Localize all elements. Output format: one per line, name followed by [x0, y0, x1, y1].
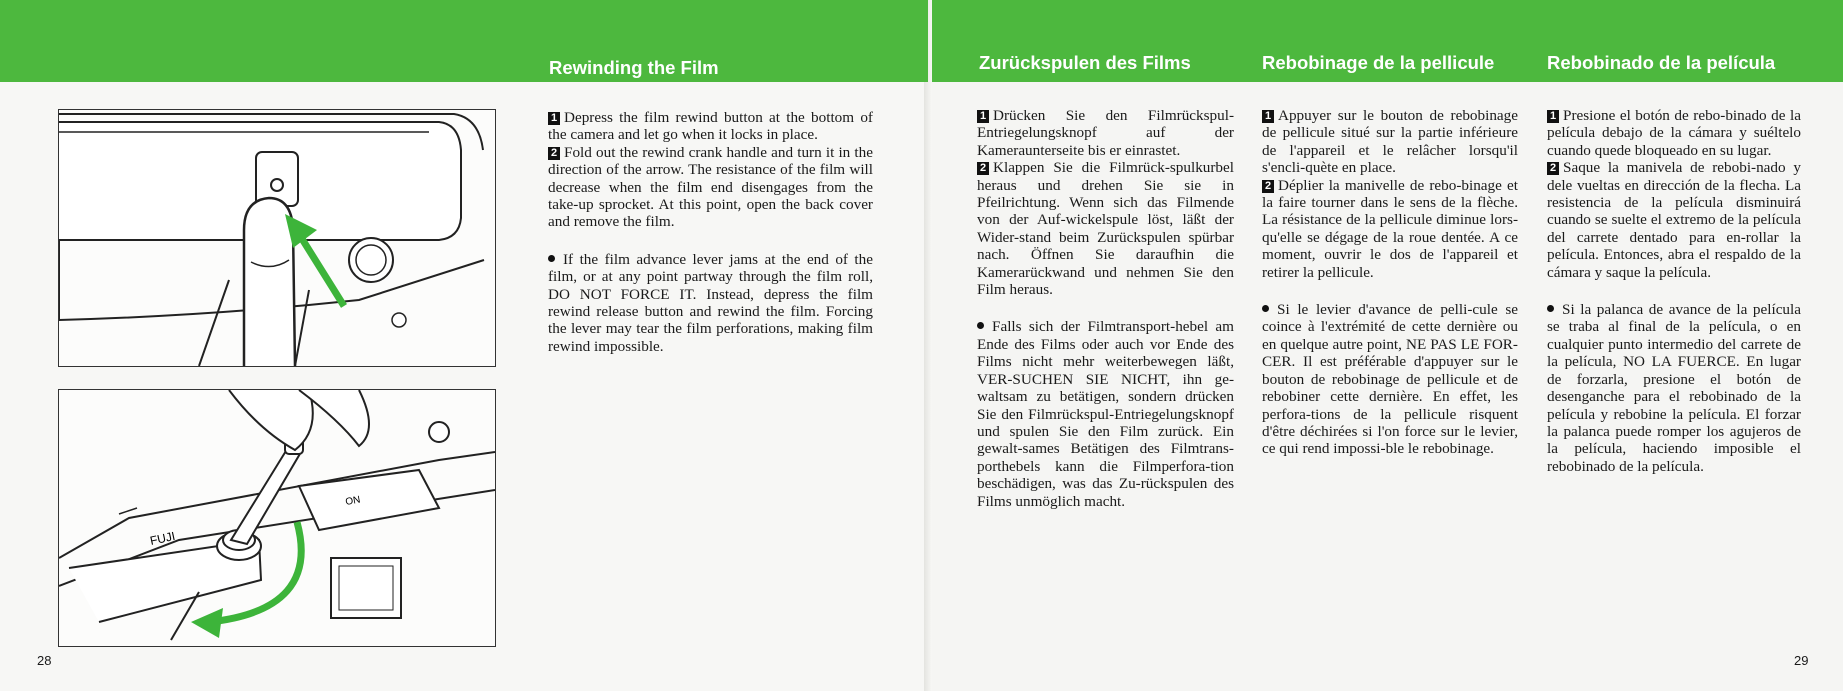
heading-fr: Rebobinage de la pellicule [1262, 52, 1495, 73]
right-header-band [932, 0, 1843, 82]
fuji-logo-text: FUJI [148, 528, 177, 548]
fr-step-1-text: Appuyer sur le bouton de rebobinage de pellicule situé sur la partie inférieure de l'appareil et le relâcher lorsqu'il s'encli-quète en place. [1262, 107, 1518, 177]
english-column [548, 109, 873, 355]
step-1 [548, 109, 873, 144]
es-step-number-2: 2 [1547, 162, 1559, 175]
es-step-2-text: Saque la manivela de rebobi-nado y dele vueltas en dirección de la flecha. La resistencia de la película disminuirá cuando se suelte el extremo de la película del carrete dentado para en-rollar la película. Entonces, abra el respaldo de la cámara y saque la película. [1547, 159, 1801, 281]
heading-de: Zurückspulen des Films [979, 52, 1191, 73]
page-number-right: 29 [1794, 653, 1809, 668]
es-step-2 [1547, 159, 1801, 281]
book-gutter [924, 0, 932, 691]
es-step-1-text: Presione el botón de rebo-binado de la película debajo de la cámara y suéltelo cuando quede bloqueado en su lugar. [1547, 107, 1801, 159]
de-warning-note-text: Falls sich der Filmtransport-hebel am Ende des Films oder auch vor Ende des Films nicht mehr weiterbewegen läßt, VER-SUCHEN SIE NICHT, ihn ge-waltsam zu betätigen, sondern drücken Sie den Filmrückspul-Entriegelungsknopf und spulen Sie den Film zurück. Ein gewalt-sames Betätigen des Filmtrans-porthebels kann die Filmperfora-tion beschädigen, was das Zu-rückspulen des Films unmöglich macht. [977, 318, 1234, 510]
es-step-number-1: 1 [1547, 110, 1559, 123]
step-2-text: Fold out the rewind crank handle and turn it in the direction of the arrow. The resistance of the film will decrease when the film end disengages from the take-up sprocket. At this point, open the back cover and remove the film. [548, 143, 873, 231]
fr-step-2-text: Déplier la manivelle de rebo-binage et la faire tourner dans le sens de la flèche. La résistance de la pellicule diminue lors-qu'elle se dégage de la roue dentée. A ce moment, ouvrir le dos de l'appareil et retirer la pellicule. [1262, 176, 1518, 281]
heading-en: Rewinding the Film [549, 57, 719, 78]
es-warning-note [1547, 301, 1801, 475]
fr-step-number-1: 1 [1262, 110, 1274, 123]
spanish-column [1547, 107, 1801, 475]
es-step-1 [1547, 107, 1801, 159]
fr-warning-note [1262, 301, 1518, 458]
warning-note [548, 251, 873, 355]
bullet-icon [1262, 305, 1269, 312]
fr-step-number-2: 2 [1262, 180, 1274, 193]
rewind-button-illustration [59, 110, 495, 366]
french-column [1262, 107, 1518, 458]
step-number-1: 1 [548, 112, 560, 125]
figure-rewind-button [58, 109, 496, 367]
de-step-2 [977, 159, 1234, 298]
figure-rewind-crank [58, 389, 496, 647]
de-step-number-1: 1 [977, 110, 989, 123]
page-number-left: 28 [37, 653, 52, 668]
fr-warning-note-text: Si le levier d'avance de pelli-cule se coince à l'extrémité de cette dernière ou en quelque autre point, NE PAS LE FOR-CER. Il est préférable d'appuyer sur le bouton de rebobinage de pellicule et de rebobiner cette dernière. En effet, les perfora-tions de la pellicule risquent d'être déchirées si l'on force sur le levier, ce qui rend impossi-ble le rebobinage. [1262, 301, 1518, 458]
de-step-1 [977, 107, 1234, 159]
heading-es: Rebobinado de la película [1547, 52, 1776, 73]
de-warning-note [977, 318, 1234, 509]
rewind-crank-illustration [59, 390, 495, 646]
left-header-band [0, 0, 928, 82]
bullet-icon [1547, 305, 1554, 312]
step-number-2: 2 [548, 147, 560, 160]
step-2 [548, 144, 873, 231]
bullet-icon [548, 255, 555, 262]
warning-note-text: If the film advance lever jams at the end of the film, or at any point partway through the film roll, DO NOT FORCE IT. Instead, depress the film rewind release button and rewind the film. Forcing the lever may tear the film perforations, making film rewind impossible. [548, 250, 873, 355]
de-step-2-text: Klappen Sie die Filmrück-spulkurbel heraus und drehen Sie sie in Pfeilrichtung. Wenn sich das Filmende von der Auf-wickelspule löst, läßt der Wider-stand beim Zurückspulen spürbar nach. Öffnen Sie daraufhin die Kamerarückwand und nehmen Sie den Film heraus. [977, 159, 1234, 299]
fr-step-1 [1262, 107, 1518, 177]
step-1-text: Depress the film rewind button at the bottom of the camera and let go when it locks in place. [548, 109, 873, 144]
de-step-1-text: Drücken Sie den Filmrückspul-Entriegelungsknopf auf der Kameraunterseite bis er einrastet. [977, 107, 1234, 159]
bullet-icon [977, 322, 984, 329]
fr-step-2 [1262, 177, 1518, 281]
de-step-number-2: 2 [977, 162, 989, 175]
german-column [977, 107, 1234, 510]
on-label-text: ON [344, 494, 362, 508]
es-warning-note-text: Si la palanca de avance de la película se traba al final de la película, o en cualquier punto intermedio del carrete de la película, NO LA FUERCE. En lugar de forzarla, presione el botón de desenganche para el rebobinado de la película y rebobine la película. El forzar la palanca puede romper los agujeros de la película, haciendo imposible el rebobinado de la película. [1547, 301, 1801, 475]
